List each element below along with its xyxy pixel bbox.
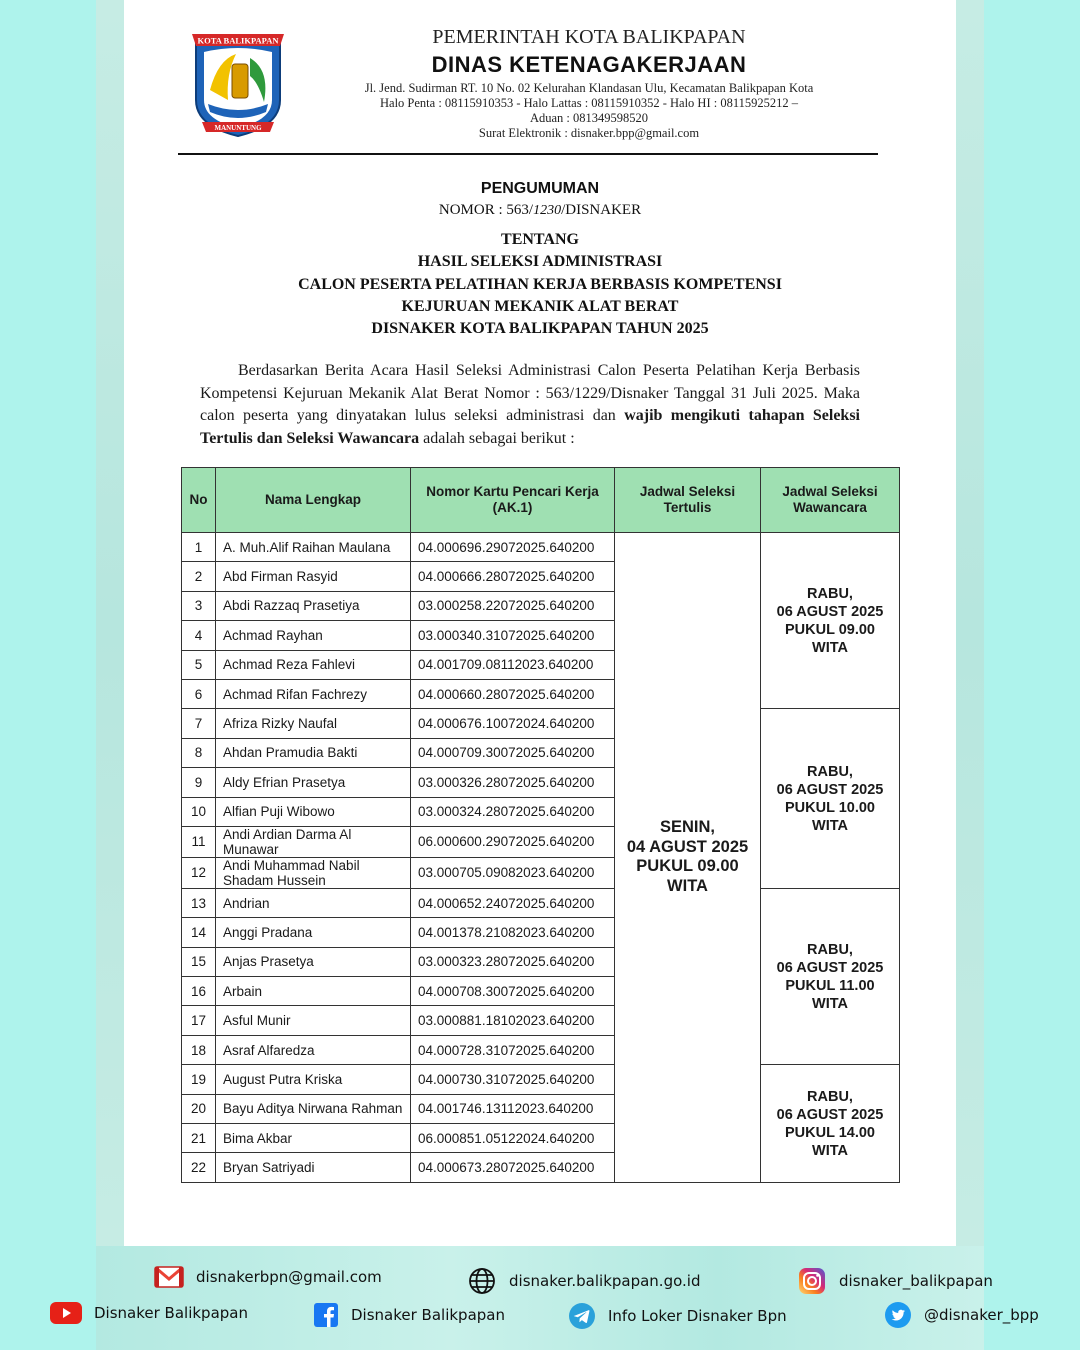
cell-kartu: 04.001709.08112023.640200	[411, 650, 615, 679]
footer-email-text: disnakerbpn@gmail.com	[196, 1268, 382, 1286]
cell-no: 19	[182, 1065, 216, 1094]
letterhead-aduan: Aduan : 081349598520	[529, 111, 649, 125]
footer-instagram-text: disnaker_balikpapan	[839, 1272, 993, 1290]
interview-schedule-line: PUKUL 10.00	[785, 799, 875, 816]
table-row	[182, 888, 900, 917]
letterhead-government: PEMERINTAH KOTA BALIKPAPAN	[432, 26, 746, 48]
interview-schedule-line: PUKUL 14.00	[785, 1124, 875, 1141]
interview-schedule-3	[761, 888, 900, 1064]
footer-email[interactable]	[154, 1262, 382, 1292]
heading-line-4: DISNAKER KOTA BALIKPAPAN TAHUN 2025	[371, 320, 709, 337]
announcement-number	[124, 202, 956, 219]
cell-kartu: 03.000326.28072025.640200	[411, 768, 615, 797]
number-suffix: /DISNAKER	[561, 202, 642, 218]
footer-website-text: disnaker.balikpapan.go.id	[509, 1272, 701, 1290]
cell-no: 13	[182, 888, 216, 917]
cell-no: 20	[182, 1094, 216, 1123]
heading-line-1: HASIL SELEKSI ADMINISTRASI	[417, 253, 663, 270]
cell-kartu: 03.000881.18102023.640200	[411, 1006, 615, 1035]
cell-nama: Abdi Razzaq Prasetiya	[216, 591, 411, 620]
cell-kartu: 04.000676.10072024.640200	[411, 709, 615, 738]
table-row	[182, 533, 900, 562]
cell-nama: Aldy Efrian Prasetya	[216, 768, 411, 797]
cell-nama: August Putra Kriska	[216, 1065, 411, 1094]
cell-no: 10	[182, 797, 216, 826]
interview-schedule-line: RABU,	[807, 1088, 853, 1105]
facebook-icon	[313, 1302, 339, 1328]
cell-nama: Andrian	[216, 888, 411, 917]
decor-strip-right	[956, 0, 984, 1250]
cell-nama: Achmad Reza Fahlevi	[216, 650, 411, 679]
interview-schedule-line: WITA	[812, 1142, 848, 1159]
footer-facebook[interactable]	[313, 1302, 505, 1328]
header-nama: Nama Lengkap	[216, 468, 411, 533]
cell-kartu: 04.000652.24072025.640200	[411, 888, 615, 917]
cell-no: 8	[182, 738, 216, 767]
cell-kartu: 04.001746.13112023.640200	[411, 1094, 615, 1123]
cell-kartu: 04.001378.21082023.640200	[411, 918, 615, 947]
cell-nama: Afriza Rizky Naufal	[216, 709, 411, 738]
cell-nama: A. Muh.Alif Raihan Maulana	[216, 533, 411, 562]
interview-schedule-line: 06 AGUST 2025	[776, 959, 884, 976]
cell-no: 9	[182, 768, 216, 797]
cell-no: 16	[182, 977, 216, 1006]
cell-no: 22	[182, 1153, 216, 1182]
cell-kartu: 04.000728.31072025.640200	[411, 1035, 615, 1064]
announcement-title: PENGUMUMAN	[480, 180, 600, 197]
participant-table	[181, 467, 900, 1183]
cell-no: 11	[182, 826, 216, 857]
table-body	[182, 533, 900, 1183]
footer-youtube-text: Disnaker Balikpapan	[94, 1304, 248, 1322]
cell-no: 21	[182, 1124, 216, 1153]
footer-twitter[interactable]	[884, 1301, 1039, 1329]
cell-no: 17	[182, 1006, 216, 1035]
cell-kartu: 04.000660.28072025.640200	[411, 679, 615, 708]
cell-kartu: 03.000340.31072025.640200	[411, 621, 615, 650]
interview-schedule-line: PUKUL 11.00	[785, 977, 875, 994]
cell-no: 3	[182, 591, 216, 620]
table-row	[182, 1065, 900, 1094]
cell-no: 6	[182, 679, 216, 708]
cell-no: 12	[182, 857, 216, 888]
interview-schedule-line: RABU,	[807, 941, 853, 958]
telegram-icon	[568, 1302, 596, 1330]
interview-schedule-line: 06 AGUST 2025	[776, 1106, 884, 1123]
footer-twitter-text: @disnaker_bpp	[924, 1306, 1039, 1324]
footer-facebook-text: Disnaker Balikpapan	[351, 1306, 505, 1324]
cell-nama: Andi Muhammad Nabil Shadam Hussein	[216, 857, 411, 888]
cell-kartu: 04.000666.28072025.640200	[411, 562, 615, 591]
letterhead-agency: DINAS KETENAGAKERJAAN	[431, 52, 747, 77]
cell-kartu: 04.000730.31072025.640200	[411, 1065, 615, 1094]
interview-schedule-line: WITA	[812, 639, 848, 656]
interview-schedule-line: RABU,	[807, 585, 853, 602]
heading-tentang: TENTANG	[501, 231, 579, 248]
written-schedule-line: 04 AGUST 2025	[626, 837, 749, 856]
intro-paragraph	[200, 360, 860, 450]
cell-kartu: 04.000708.30072025.640200	[411, 977, 615, 1006]
twitter-icon	[884, 1301, 912, 1329]
letterhead-email: Surat Elektronik : disnaker.bpp@gmail.com	[478, 126, 700, 140]
cell-nama: Anggi Pradana	[216, 918, 411, 947]
interview-schedule-line: WITA	[812, 817, 848, 834]
cell-nama: Bima Akbar	[216, 1124, 411, 1153]
intro-bold-text: wajib mengikuti tahapan Seleksi Tertulis dan Seleksi Wawancara	[200, 407, 861, 447]
intro-text: Berdasarkan Berita Acara Hasil Seleksi Administrasi Calon Peserta Pelatihan Kerja Berbasis Kompetensi Kejuruan Mekanik Alat Berat Nomor : 563/1229/Disnaker Tanggal 31 Juli 2025. Maka calon peserta yang dinyatakan lulus seleksi administrasi dan	[200, 362, 860, 424]
written-schedule-line: PUKUL 09.00	[636, 857, 739, 876]
cell-kartu: 06.000600.29072025.640200	[411, 826, 615, 857]
logo-ribbon-bottom-text: MANUNTUNG	[214, 124, 262, 132]
gmail-icon	[154, 1262, 184, 1292]
cell-no: 2	[182, 562, 216, 591]
letterhead-address: Jl. Jend. Sudirman RT. 10 No. 02 Kelurahan Klandasan Ulu, Kecamatan Balikpapan Kota	[364, 81, 814, 95]
number-handwritten: 1230	[533, 203, 562, 218]
cell-nama: Asful Munir	[216, 1006, 411, 1035]
intro-end-text: adalah sebagai berikut :	[423, 429, 575, 447]
heading-line-2: CALON PESERTA PELATIHAN KERJA BERBASIS KOMPETENSI	[298, 276, 782, 293]
interview-schedule-4	[761, 1065, 900, 1183]
cell-nama: Andi Ardian Darma Al Munawar	[216, 826, 411, 857]
cell-nama: Anjas Prasetya	[216, 947, 411, 976]
logo-ribbon-top-text: KOTA BALIKPAPAN	[197, 35, 279, 46]
cell-nama: Abd Firman Rasyid	[216, 562, 411, 591]
kota-balikpapan-logo	[188, 30, 288, 138]
interview-schedule-line: 06 AGUST 2025	[776, 603, 884, 620]
written-schedule-line: SENIN,	[659, 818, 715, 837]
interview-schedule-line: RABU,	[807, 763, 853, 780]
cell-nama: Bryan Satriyadi	[216, 1153, 411, 1182]
instagram-icon	[797, 1266, 827, 1296]
table-row	[182, 709, 900, 738]
interview-schedule-1	[761, 533, 900, 709]
written-test-schedule	[615, 533, 761, 1183]
cell-kartu: 03.000323.28072025.640200	[411, 947, 615, 976]
header-kartu: Nomor Kartu Pencari Kerja (AK.1)	[411, 468, 615, 533]
letterhead-divider	[178, 153, 878, 155]
cell-kartu: 04.000696.29072025.640200	[411, 533, 615, 562]
cell-no: 15	[182, 947, 216, 976]
cell-no: 7	[182, 709, 216, 738]
footer-youtube[interactable]	[50, 1298, 248, 1328]
decor-strip-left	[96, 0, 124, 1250]
footer-telegram[interactable]	[568, 1302, 787, 1330]
footer-instagram[interactable]	[797, 1266, 993, 1296]
cell-no: 5	[182, 650, 216, 679]
cell-kartu: 04.000673.28072025.640200	[411, 1153, 615, 1182]
interview-schedule-line: WITA	[812, 995, 848, 1012]
cell-nama: Asraf Alfaredza	[216, 1035, 411, 1064]
announcement-document	[124, 0, 956, 1246]
footer-telegram-text: Info Loker Disnaker Bpn	[608, 1307, 787, 1325]
cell-no: 1	[182, 533, 216, 562]
cell-nama: Bayu Aditya Nirwana Rahman	[216, 1094, 411, 1123]
footer-website[interactable]	[467, 1266, 700, 1296]
header-tertulis: Jadwal Seleksi Tertulis	[615, 468, 761, 533]
cell-kartu: 03.000705.09082023.640200	[411, 857, 615, 888]
cell-nama: Arbain	[216, 977, 411, 1006]
cell-nama: Alfian Puji Wibowo	[216, 797, 411, 826]
letterhead-phones: Halo Penta : 08115910353 - Halo Lattas : 08115910352 - Halo HI : 08115925212 –	[380, 96, 798, 110]
cell-kartu: 04.000709.30072025.640200	[411, 738, 615, 767]
cell-no: 18	[182, 1035, 216, 1064]
interview-schedule-2	[761, 709, 900, 889]
table-header-row	[182, 468, 900, 533]
cell-kartu: 06.000851.05122024.640200	[411, 1124, 615, 1153]
cell-no: 4	[182, 621, 216, 650]
heading-line-3: KEJURUAN MEKANIK ALAT BERAT	[401, 298, 679, 315]
youtube-icon	[50, 1298, 82, 1328]
cell-nama: Achmad Rifan Fachrezy	[216, 679, 411, 708]
cell-nama: Achmad Rayhan	[216, 621, 411, 650]
cell-kartu: 03.000324.28072025.640200	[411, 797, 615, 826]
header-no: No	[182, 468, 216, 533]
globe-icon	[467, 1266, 497, 1296]
cell-kartu: 03.000258.22072025.640200	[411, 591, 615, 620]
interview-schedule-line: PUKUL 09.00	[785, 621, 875, 638]
number-prefix: NOMOR : 563/	[438, 202, 534, 218]
interview-schedule-line: 06 AGUST 2025	[776, 781, 884, 798]
cell-nama: Ahdan Pramudia Bakti	[216, 738, 411, 767]
written-schedule-line: WITA	[667, 876, 708, 895]
cell-no: 14	[182, 918, 216, 947]
header-wawancara: Jadwal Seleksi Wawancara	[761, 468, 900, 533]
